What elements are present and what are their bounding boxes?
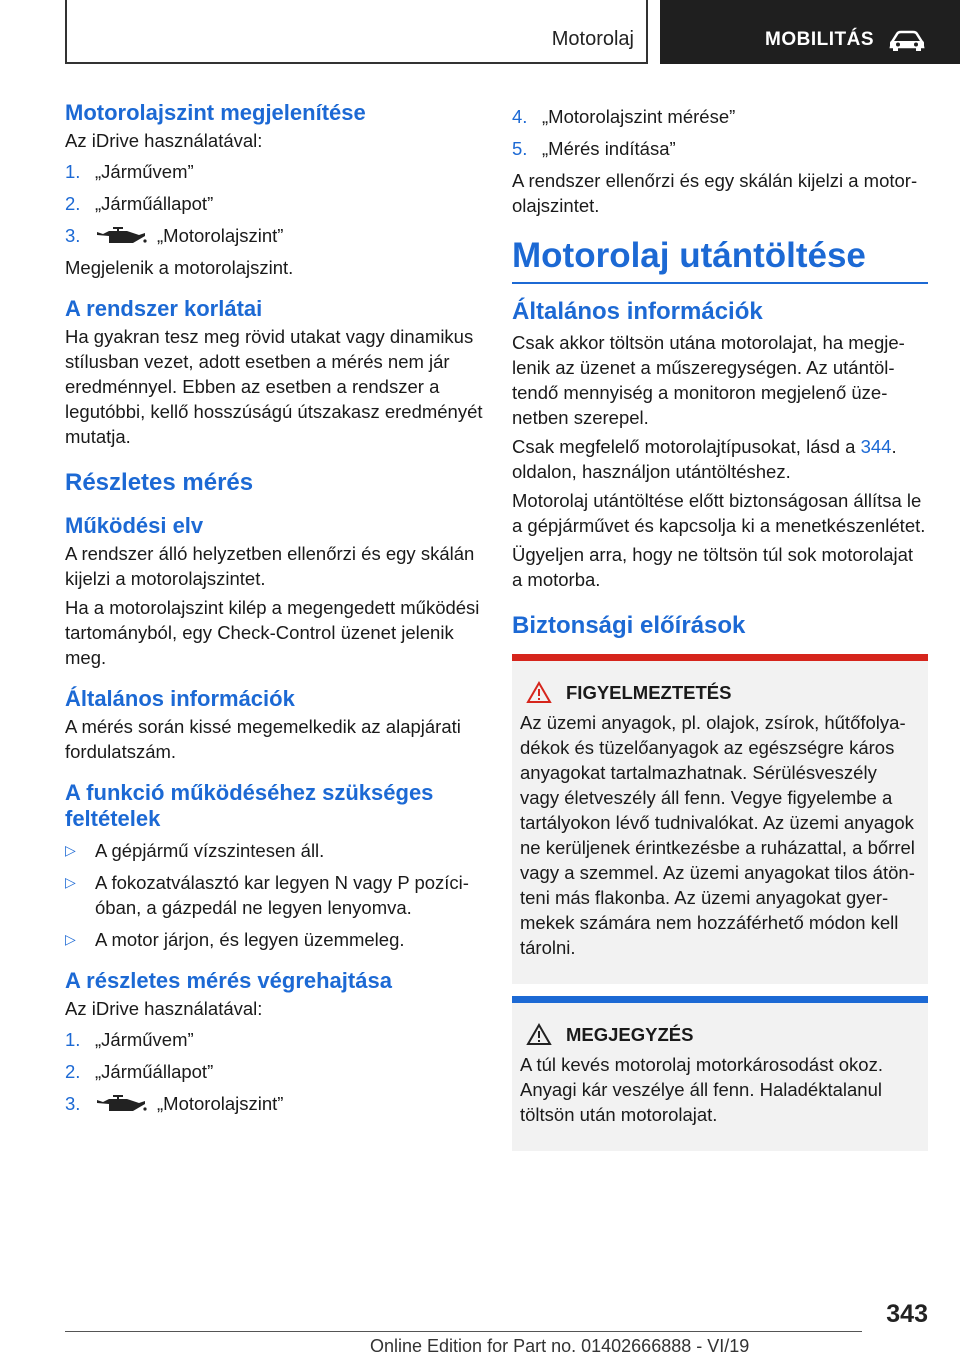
oil-can-icon (95, 226, 147, 246)
triangle-bullet-icon: ▷ (65, 842, 76, 858)
step-text: „Járműállapot” (95, 193, 214, 214)
refill-general-text-2 (512, 434, 928, 484)
header-chapter-title: MOBILITÁS (765, 29, 874, 50)
edition-text: Online Edition for Part no. 01402666888 - VI/19 (370, 1336, 750, 1356)
page-reference-link[interactable]: 344 (860, 436, 892, 457)
refill-general-text-3: Motorolaj utántöltése előtt biztonságosan állítsa le a gépjárművet és kapcsolja ki a menetkészenlétet. (512, 490, 926, 536)
warning-triangle-icon (526, 681, 552, 704)
continued-steps (512, 104, 928, 161)
heading-refill-oil: Motorolaj utántöltése (512, 236, 928, 284)
header-section-box (65, 0, 648, 64)
refill-general-text-1: Csak akkor töltsön utána motorolajat, ha megjelenik az üzenet a műszeregységen. Az utántöltendő mennyiség a monitoron megjelenő üzenetben szerepel. (512, 332, 905, 428)
display-intro: Az iDrive használatával: (65, 130, 263, 151)
step-item (65, 1091, 485, 1116)
step-text: „Motorolajszint” (157, 225, 284, 246)
step-text: „Motorolajszint” (157, 1093, 284, 1114)
step-text: „Járművem” (95, 1029, 194, 1050)
step-number: 3. (65, 225, 81, 246)
note-text: A túl kevés motorolaj motorkárosodást okoz. Anyagi kár veszélye áll fenn. Haladéktalanul töltsön után motorolajat. (520, 1054, 883, 1125)
step-text: „Járművem” (95, 161, 194, 182)
note-title: MEGJEGYZÉS (566, 1023, 694, 1045)
heading-system-limits: A rendszer korlátai (65, 296, 263, 321)
warning-triangle-icon (526, 1023, 552, 1046)
condition-item (65, 870, 485, 920)
heading-general-info-right: Általános információk (512, 298, 763, 325)
heading-execute-measurement: A részletes mérés végrehajtása (65, 968, 392, 993)
step-text: „Motorolajszint mérése” (542, 106, 736, 127)
condition-text: A fokozatválasztó kar legyen N vagy P pozícióban, a gázpedál ne legyen lenyomva. (95, 872, 469, 918)
step-number: 5. (512, 138, 528, 159)
conditions-list (65, 838, 485, 952)
step-item (65, 223, 485, 248)
step-number: 1. (65, 1029, 81, 1050)
footer-divider (65, 1331, 862, 1332)
principle-text-1: A rendszer álló helyzetben ellenőrzi és egy skálán kijelzi a motorolajszintet. (65, 543, 475, 589)
text-part: . oldalon, használjon utántöltéshez. (512, 436, 897, 482)
step-item (65, 191, 485, 216)
condition-item (65, 838, 485, 863)
header-section-title: Motorolaj (551, 28, 634, 50)
heading-operating-principle: Működési elv (65, 513, 204, 538)
heading-general-info: Általános információk (65, 686, 295, 711)
page-number: 343 (886, 1300, 928, 1328)
condition-text: A gépjármű vízszintesen áll. (95, 840, 325, 861)
display-result: Megjelenik a motorolajszint. (65, 257, 294, 278)
step-item (65, 1059, 485, 1084)
condition-item (65, 927, 485, 952)
refill-general-text-4: Ügyeljen arra, hogy ne töltsön túl sok motorolajat a motorba. (512, 544, 914, 590)
step-item (65, 1027, 485, 1052)
step-item (512, 136, 928, 161)
warning-text: Az üzemi anyagok, pl. olajok, zsírok, hűtőfolyadékok és tüzelőanyagok az egészségre káros anyagokat tartalmazhatnak. Sérülésveszély vagy életveszély áll fenn. Vegye figyelembe a tartályokon lévő tudnivalókat. Az üzemi anyagok ne kerüljenek érintkezésbe a ruházattal, a bőrrel vagy a szemmel. Az üzemi anyagokat tilos átönteni más flakonba. Az üzemi anyagokat gyermekek számára nem hozzáférhető módon kell tárolni. (520, 712, 915, 958)
step-number: 4. (512, 106, 528, 127)
note-box (512, 996, 928, 1151)
general-text: A mérés során kissé megemelkedik az alapjárati fordulatszám. (65, 716, 461, 762)
step-item (65, 159, 485, 184)
header-chapter-box (660, 0, 960, 64)
step-text: „Járműállapot” (95, 1061, 214, 1082)
step-number: 3. (65, 1093, 81, 1114)
execute-steps (65, 1027, 485, 1116)
limits-text: Ha gyakran tesz meg rövid utakat vagy dinamikus stílusban vezet, adott esetben a mérés nem jár eredménnyel. Ebben az esetben a rendszer a legutóbbi, kellő hosszúságú útszakasz eredményét mutatja. (65, 326, 483, 447)
triangle-bullet-icon: ▷ (65, 874, 76, 890)
display-steps (65, 159, 485, 248)
right-column (512, 100, 928, 1151)
step-text: „Mérés indítása” (542, 138, 676, 159)
heading-display-oil-level: Motorolajszint megjelenítése (65, 100, 366, 125)
warning-title: FIGYELMEZTETÉS (566, 681, 732, 703)
continued-text: A rendszer ellenőrzi és egy skálán kijelzi a motorolajszintet. (512, 170, 918, 216)
left-column (65, 100, 485, 1123)
heading-safety: Biztonsági előírások (512, 612, 746, 639)
heading-conditions: A funkció működéséhez szükséges feltételek (65, 780, 434, 831)
principle-text-2: Ha a motorolajszint kilép a megengedett működési tartományból, egy Check-Control üzenet jelenik meg. (65, 597, 480, 668)
step-number: 1. (65, 161, 81, 182)
step-number: 2. (65, 1061, 81, 1082)
condition-text: A motor járjon, és legyen üzemmeleg. (95, 929, 405, 950)
triangle-bullet-icon: ▷ (65, 931, 76, 947)
car-icon (888, 30, 926, 52)
warning-box (512, 654, 928, 984)
step-item (512, 104, 928, 129)
execute-intro: Az iDrive használatával: (65, 998, 263, 1019)
warning-title-row (520, 681, 920, 704)
text-part: Csak megfelelő motorolajtípusokat, lásd a (512, 436, 861, 457)
step-number: 2. (65, 193, 81, 214)
heading-detailed-measurement: Részletes mérés (65, 469, 254, 496)
note-title-row (520, 1023, 920, 1046)
oil-can-icon (95, 1094, 147, 1114)
